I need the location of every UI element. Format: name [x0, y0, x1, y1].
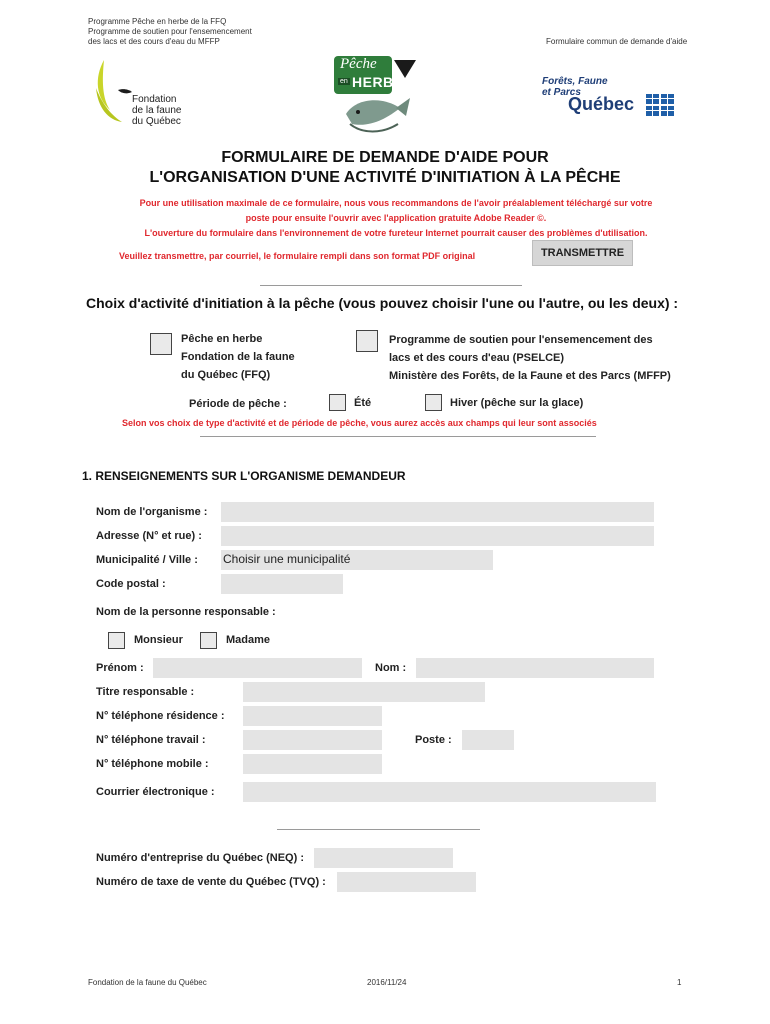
municipality-select[interactable] — [221, 550, 493, 570]
divider — [277, 829, 480, 830]
tvq-label: Numéro de taxe de vente du Québec (TVQ) : — [96, 876, 326, 888]
fondation-logo-line: du Québec — [132, 116, 181, 127]
contact-label: Nom de la personne responsable : — [96, 606, 276, 618]
postal-field[interactable] — [221, 574, 343, 594]
poste-label: Poste : — [415, 734, 452, 746]
period-label: Période de pêche : — [189, 398, 287, 410]
header-left — [88, 17, 252, 47]
address-field[interactable] — [221, 526, 654, 546]
quebec-logo-line: et Parcs — [542, 87, 581, 98]
fondation-logo-line: de la faune — [132, 105, 182, 116]
checkbox-monsieur[interactable] — [108, 632, 125, 649]
quebec-logo-name: Québec — [568, 94, 635, 114]
option-line: du Québec (FFQ) — [181, 369, 271, 381]
header-left-line: Programme de soutien pour l'ensemencement — [88, 27, 252, 36]
notice-line: poste pour ensuite l'ouvrir avec l'application gratuite Adobe Reader ©. — [245, 213, 547, 223]
tel-home-label: N° téléphone résidence : — [96, 710, 225, 722]
peche-en-herbe-logo — [334, 52, 418, 138]
option-line: Fondation de la faune — [181, 351, 295, 363]
email-label: Courrier électronique : — [96, 786, 215, 798]
municipality-select-value: Choisir une municipalité — [223, 552, 351, 566]
option-pselce — [389, 331, 671, 385]
titre-label: Titre responsable : — [96, 686, 195, 698]
monsieur-label: Monsieur — [134, 634, 183, 646]
option-peche-en-herbe — [181, 330, 295, 384]
municipality-label: Municipalité / Ville : — [96, 554, 198, 566]
notice-line: Pour une utilisation maximale de ce formulaire, nous vous recommandons de l'avoir préalablement téléchargé sur votre — [139, 198, 653, 208]
postal-label: Code postal : — [96, 578, 166, 590]
quebec-logo-line: Forêts, Faune — [542, 76, 608, 87]
fleur-de-lis-icon — [646, 106, 659, 116]
checkbox-peche-en-herbe[interactable] — [150, 333, 172, 355]
page-number: 1 — [677, 978, 682, 987]
transmit-button[interactable]: TRANSMETTRE — [532, 240, 633, 266]
poste-field[interactable] — [462, 730, 514, 750]
header-left-line: des lacs et des cours d'eau du MFFP — [88, 37, 220, 46]
notice-line: L'ouverture du formulaire dans l'environnement de votre fureteur Internet pourrait causer des problèmes d'utilisation. — [144, 228, 648, 238]
neq-field[interactable] — [314, 848, 453, 868]
fondation-logo-line: Fondation — [132, 94, 177, 105]
peche-logo-mid: en — [340, 78, 348, 85]
notice-block — [0, 196, 770, 241]
prenom-field[interactable] — [153, 658, 362, 678]
checkbox-hiver[interactable] — [425, 394, 442, 411]
fleur-de-lis-icon — [661, 94, 674, 104]
shield-icon — [392, 58, 418, 80]
tel-work-field[interactable] — [243, 730, 382, 750]
tel-work-label: N° téléphone travail : — [96, 734, 206, 746]
fish-icon — [342, 94, 412, 136]
option-line: Programme de soutien pour l'ensemencement des — [389, 334, 653, 346]
tvq-field[interactable] — [337, 872, 476, 892]
title-line: L'ORGANISATION D'UNE ACTIVITÉ D'INITIATION À LA PÊCHE — [149, 169, 621, 186]
choice-heading: Choix d'activité d'initiation à la pêche (vous pouvez choisir l'une ou l'autre, ou les deux) : — [86, 295, 679, 311]
choice-note: Selon vos choix de type d'activité et de période de pêche, vous aurez accès aux champs qui leur sont associés — [122, 418, 597, 428]
footer-date: 2016/11/24 — [367, 978, 407, 987]
divider — [260, 285, 522, 286]
tel-home-field[interactable] — [243, 706, 382, 726]
section1-heading: 1. RENSEIGNEMENTS SUR L'ORGANISME DEMANDEUR — [82, 469, 406, 483]
header-right: Formulaire commun de demande d'aide — [546, 37, 688, 46]
footer-left: Fondation de la faune du Québec — [88, 978, 207, 987]
option-line: lacs et des cours d'eau (PSELCE) — [389, 352, 565, 364]
fleur-de-lis-icon — [646, 94, 659, 104]
divider — [200, 436, 596, 437]
transmit-text: Veuillez transmettre, par courriel, le formulaire rempli dans son format PDF original — [119, 251, 476, 261]
fleur-de-lis-icon — [661, 106, 674, 116]
org-name-label: Nom de l'organisme : — [96, 506, 208, 518]
quebec-logo — [542, 76, 682, 120]
address-label: Adresse (N° et rue) : — [96, 530, 202, 542]
tel-mobile-field[interactable] — [243, 754, 382, 774]
neq-label: Numéro d'entreprise du Québec (NEQ) : — [96, 852, 304, 864]
peche-logo-bottom: HERBE — [352, 74, 404, 90]
fondation-bird-icon — [92, 58, 132, 138]
checkbox-madame[interactable] — [200, 632, 217, 649]
option-line: Pêche en herbe — [181, 333, 263, 345]
email-field[interactable] — [243, 782, 656, 802]
titre-field[interactable] — [243, 682, 485, 702]
madame-label: Madame — [226, 634, 271, 646]
prenom-label: Prénom : — [96, 662, 144, 674]
checkbox-pselce[interactable] — [356, 330, 378, 352]
peche-logo-top: Pêche — [340, 56, 377, 72]
checkbox-ete[interactable] — [329, 394, 346, 411]
nom-field[interactable] — [416, 658, 654, 678]
header-left-line: Programme Pêche en herbe de la FFQ — [88, 17, 227, 26]
period-winter-label: Hiver (pêche sur la glace) — [450, 397, 584, 409]
tel-mobile-label: N° téléphone mobile : — [96, 758, 209, 770]
fondation-logo — [92, 58, 202, 138]
page-title — [0, 148, 770, 188]
option-line: Ministère des Forêts, de la Faune et des Parcs (MFFP) — [389, 370, 671, 382]
title-line: FORMULAIRE DE DEMANDE D'AIDE POUR — [221, 149, 549, 166]
nom-label: Nom : — [375, 662, 407, 674]
period-summer-label: Été — [354, 397, 372, 409]
org-name-field[interactable] — [221, 502, 654, 522]
